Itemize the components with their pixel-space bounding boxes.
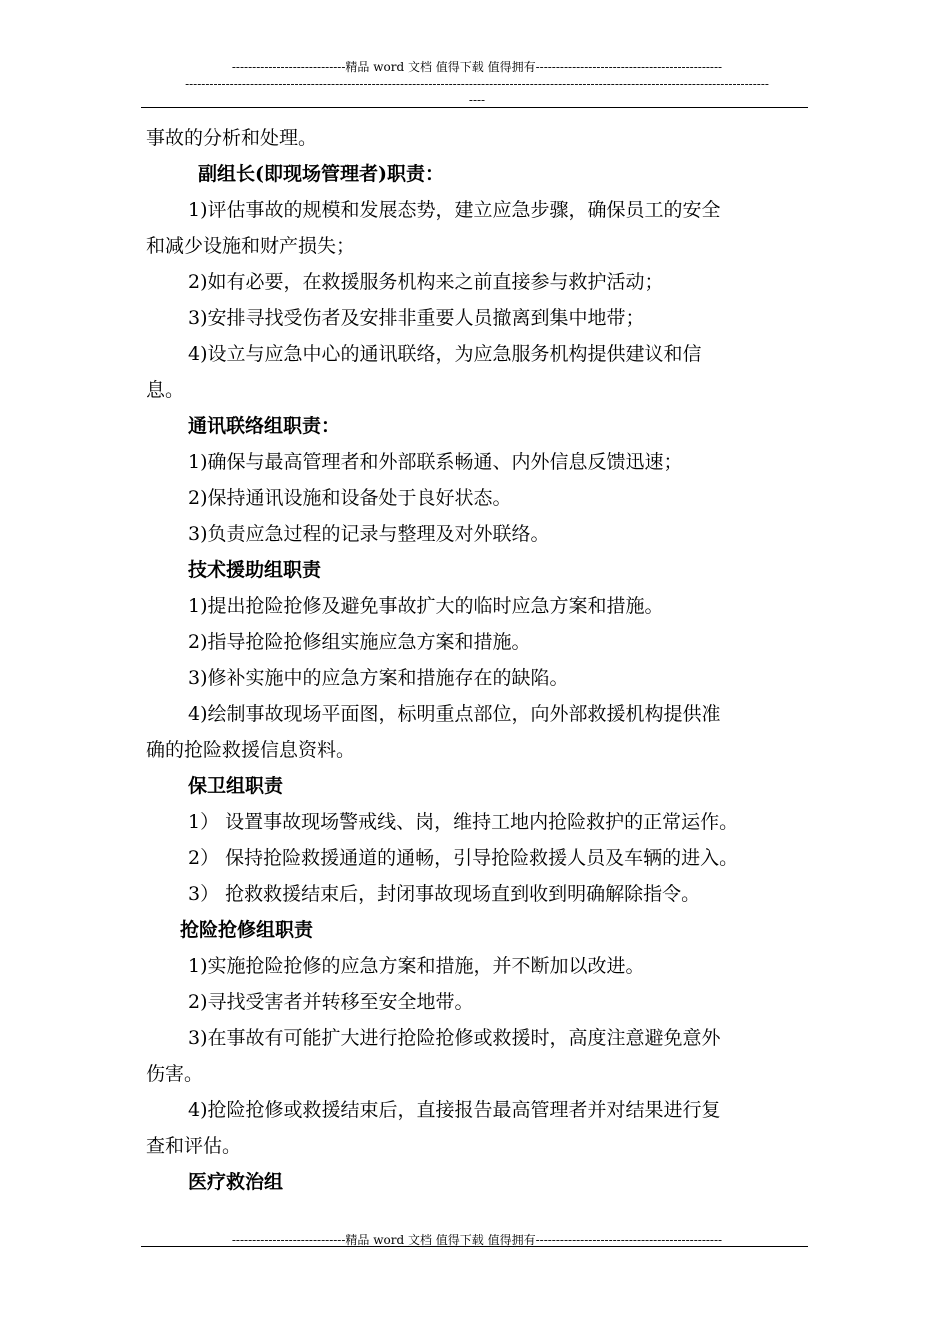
list-item: 2） 保持抢险救援通道的通畅，引导抢险救援人员及车辆的进入。	[188, 847, 739, 869]
list-item: 2)如有必要，在救援服务机构来之前直接参与救护活动；	[188, 271, 664, 293]
list-item: 3)修补实施中的应急方案和措施存在的缺陷。	[188, 667, 569, 689]
section-heading-communication: 通讯联络组职责：	[188, 415, 341, 437]
list-item: 4)抢险抢修或救援结束后，直接报告最高管理者并对结果进行复	[188, 1099, 721, 1121]
list-item: 1)确保与最高管理者和外部联系畅通、内外信息反馈迅速；	[188, 451, 683, 473]
list-item-continuation: 伤害。	[146, 1063, 204, 1085]
list-item: 3） 抢救救援结束后，封闭事故现场直到收到明确解除指令。	[188, 883, 701, 905]
list-item: 1)评估事故的规模和发展态势，建立应急步骤，确保员工的安全	[188, 199, 721, 221]
list-item-continuation: 息。	[146, 379, 185, 401]
header-rule	[141, 107, 808, 108]
list-item: 3)安排寻找受伤者及安排非重要人员撤离到集中地带；	[188, 307, 645, 329]
list-item: 1)实施抢险抢修的应急方案和措施，并不断加以改进。	[188, 955, 645, 977]
list-item: 3)在事故有可能扩大进行抢险抢修或救援时，高度注意避免意外	[188, 1027, 721, 1049]
list-item-continuation: 确的抢险救援信息资料。	[146, 739, 356, 761]
section-heading-security: 保卫组职责	[188, 775, 284, 797]
section-heading-emergency-repair: 抢险抢修组职责	[180, 919, 314, 941]
list-item: 1） 设置事故现场警戒线、岗，维持工地内抢险救护的正常运作。	[188, 811, 739, 833]
list-item: 4)绘制事故现场平面图，标明重点部位，向外部救援机构提供准	[188, 703, 721, 725]
page-footer-line: ----------------------------精品 word 文档 值得下载 值得拥有----------------------------------------------	[231, 1233, 723, 1247]
document-body	[146, 120, 808, 1200]
list-item: 2)指导抢险抢修组实施应急方案和措施。	[188, 631, 531, 653]
section-heading-technical-support: 技术援助组职责	[188, 559, 322, 581]
page-header-line: ----------------------------精品 word 文档 值得下载 值得拥有----------------------------------------------	[231, 60, 723, 74]
list-item: 3)负责应急过程的记录与整理及对外联络。	[188, 523, 550, 545]
list-item-continuation: 和减少设施和财产损失；	[146, 235, 356, 257]
list-item: 2)寻找受害者并转移至安全地带。	[188, 991, 474, 1013]
section-heading-medical: 医疗救治组	[188, 1171, 284, 1193]
page-header-dashes-end: ----	[468, 93, 486, 107]
paragraph: 事故的分析和处理。	[146, 127, 318, 149]
section-heading-deputy-leader: 副组长(即现场管理者)职责：	[198, 163, 444, 185]
page-header-dashes: ------------------------------------------------------------------------------------------------------------------------------------------------	[185, 77, 769, 91]
list-item-continuation: 查和评估。	[146, 1135, 242, 1157]
footer-rule	[141, 1246, 808, 1247]
list-item: 1)提出抢险抢修及避免事故扩大的临时应急方案和措施。	[188, 595, 664, 617]
list-item: 2)保持通讯设施和设备处于良好状态。	[188, 487, 512, 509]
list-item: 4)设立与应急中心的通讯联络，为应急服务机构提供建议和信	[188, 343, 702, 365]
